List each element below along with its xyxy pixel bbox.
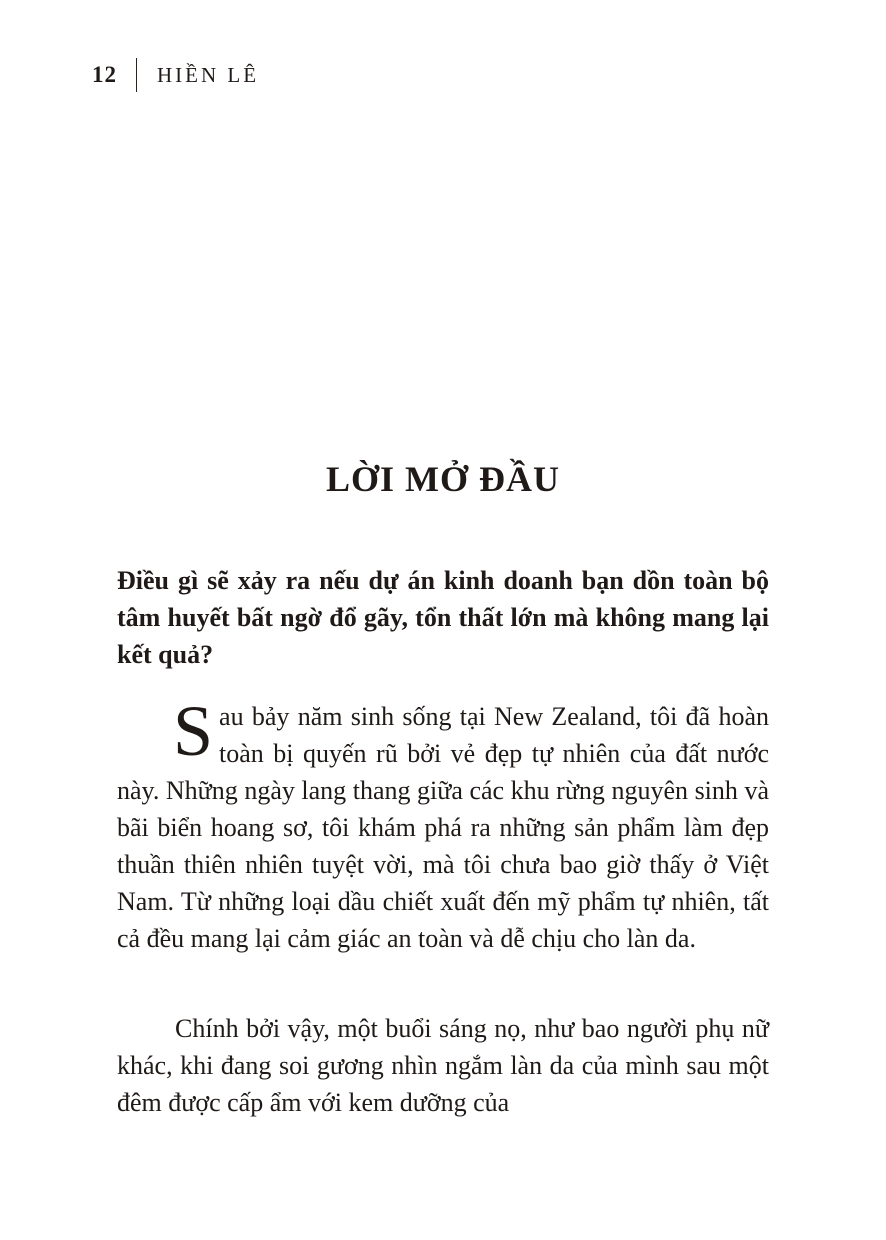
author-name: HIỀN LÊ [157,62,260,87]
lead-question: Điều gì sẽ xảy ra nếu dự án kinh doanh bạn dồn toàn bộ tâm huyết bất ngờ đổ gãy, tổn thất lớn mà không mang lại kết quả? [117,566,769,669]
page-number: 12 [92,62,117,87]
paragraph-1 [117,691,769,957]
chapter-title: LỜI MỞ ĐẦU [326,459,560,499]
header-divider [136,58,137,92]
paragraph-2: Chính bởi vậy, một buổi sáng nọ, như bao người phụ nữ khác, khi đang soi gương nhìn ngắm làn da của mình sau một đêm được cấp ẩm với kem dưỡng của [117,1014,769,1117]
drop-cap: S [173,691,214,771]
running-header [92,58,259,92]
paragraph-1-text: au bảy năm sinh sống tại New Zealand, tôi đã hoàn toàn bị quyến rũ bởi vẻ đẹp tự nhiên của đất nước này. Những ngày lang thang giữa các khu rừng nguyên sinh và bãi biển hoang sơ, tôi khám phá ra những sản phẩm làm đẹp thuần thiên nhiên tuyệt vời, mà tôi chưa bao giờ thấy ở Việt Nam. Từ những loại dầu chiết xuất đến mỹ phẩm tự nhiên, tất cả đều mang lại cảm giác an toàn và dễ chịu cho làn da. [117,702,769,953]
